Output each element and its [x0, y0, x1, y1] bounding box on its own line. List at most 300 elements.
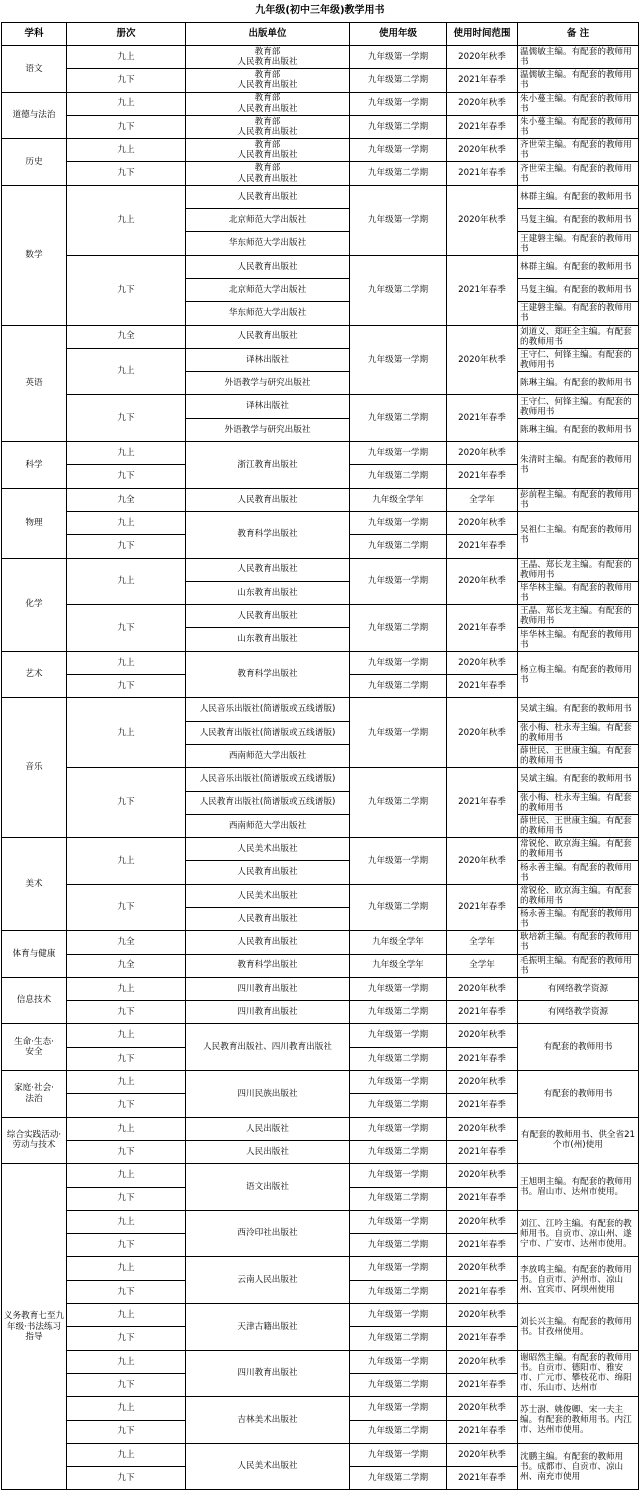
time-range-cell: 2021年春季: [447, 605, 518, 652]
time-range-cell: 2020年秋季: [447, 977, 518, 1000]
notes-cell: 王守仁、何锋主编。有配套的教师用书: [518, 395, 639, 418]
table-row: [2, 1001, 639, 1024]
volume-cell: 九上: [67, 139, 186, 162]
grade-cell: 九年级第一学期: [350, 1350, 447, 1373]
subject-cell: 综合实践活动· 劳动与技术: [2, 1117, 67, 1164]
publisher-cell: 教育部 人民教育出版社: [186, 92, 350, 115]
publisher-cell: 山东教育出版社: [186, 628, 350, 651]
notes-cell: 刘道义、郑旺全主编。有配套的教师用书: [518, 325, 639, 348]
time-range-cell: 2021年春季: [447, 1001, 518, 1024]
header-subject: 学科: [2, 23, 67, 46]
volume-cell: 九下: [67, 1373, 186, 1396]
table-row: [2, 1443, 639, 1466]
table-row: [2, 511, 639, 534]
time-range-cell: 2021年春季: [447, 115, 518, 138]
publisher-cell: 北京师范大学出版社: [186, 209, 350, 232]
grade-cell: 九年级第二学期: [350, 1001, 447, 1024]
notes-cell: 常锐伦、欧京海主编。有配套的教师用书: [518, 838, 639, 861]
notes-cell: 李放鸣主编。有配套的教师用书。自贡市、泸州市、凉山州、宜宾市、阿坝州使用: [518, 1257, 639, 1304]
subject-cell: 艺术: [2, 651, 67, 698]
grade-cell: 九年级第一学期: [350, 1071, 447, 1094]
table-row: [2, 1257, 639, 1280]
table-row: [2, 1071, 639, 1094]
grade-cell: 九年级第一学期: [350, 1443, 447, 1466]
publisher-cell: 人民教育出版社: [186, 605, 350, 628]
time-range-cell: 2021年春季: [447, 1373, 518, 1396]
time-range-cell: 2021年春季: [447, 1234, 518, 1257]
grade-cell: 九年级第一学期: [350, 838, 447, 885]
volume-cell: 九下: [67, 884, 186, 931]
volume-cell: 九下: [67, 1280, 186, 1303]
volume-cell: 九上: [67, 1117, 186, 1140]
time-range-cell: 2021年春季: [447, 1420, 518, 1443]
publisher-cell: 教育部 人民教育出版社: [186, 139, 350, 162]
time-range-cell: 2020年秋季: [447, 1257, 518, 1280]
time-range-cell: 2020年秋季: [447, 1117, 518, 1140]
time-range-cell: 全学年: [447, 488, 518, 511]
notes-cell: 王旭明主编。有配套的教师用书。眉山市、达州市使用。: [518, 1164, 639, 1211]
volume-cell: 九下: [67, 465, 186, 488]
volume-cell: 九上: [67, 1071, 186, 1094]
time-range-cell: 2020年秋季: [447, 442, 518, 465]
notes-cell: 毛振明主编。有配套的教师用书: [518, 954, 639, 977]
time-range-cell: 2021年春季: [447, 162, 518, 185]
volume-cell: 九下: [67, 1140, 186, 1163]
table-row: [2, 1117, 639, 1140]
publisher-cell: 语文出版社: [186, 1164, 350, 1211]
volume-cell: 九下: [67, 1420, 186, 1443]
time-range-cell: 2020年秋季: [447, 139, 518, 162]
header-volume: 册次: [67, 23, 186, 46]
time-range-cell: 2021年春季: [447, 768, 518, 838]
publisher-cell: 译林出版社: [186, 395, 350, 418]
table-row: [2, 605, 639, 628]
table-row: [2, 395, 639, 418]
grade-cell: 九年级第二学期: [350, 675, 447, 698]
table-row: [2, 488, 639, 511]
subject-cell: 美术: [2, 838, 67, 931]
grade-cell: 九年级第二学期: [350, 115, 447, 138]
notes-cell: 林群主编。有配套的教师用书: [518, 185, 639, 208]
notes-cell: 王守仁、何锋主编。有配套的教师用书: [518, 348, 639, 371]
table-body: [2, 46, 639, 1490]
grade-cell: 九年级第二学期: [350, 1280, 447, 1303]
time-range-cell: 2021年春季: [447, 1280, 518, 1303]
volume-cell: 九上: [67, 1443, 186, 1466]
volume-cell: 九上: [67, 1164, 186, 1187]
publisher-cell: 教育部 人民教育出版社: [186, 46, 350, 69]
publisher-cell: 天津古籍出版社: [186, 1304, 350, 1351]
table-row: [2, 442, 639, 465]
notes-cell: 齐世荣主编。有配套的教师用书: [518, 162, 639, 185]
notes-cell: 朱小蔓主编。有配套的教师用书: [518, 92, 639, 115]
grade-cell: 九年级第二学期: [350, 1047, 447, 1070]
time-range-cell: 2020年秋季: [447, 558, 518, 605]
publisher-cell: 华东师范大学出版社: [186, 302, 350, 325]
notes-cell: 张小梅、杜永寿主编。有配套的教师用书: [518, 791, 639, 814]
publisher-cell: 北京师范大学出版社: [186, 278, 350, 301]
publisher-cell: 教育科学出版社: [186, 954, 350, 977]
publisher-cell: 人民音乐出版社(简谱版或五线谱版): [186, 698, 350, 721]
subject-cell: 历史: [2, 139, 67, 186]
subject-cell: 数学: [2, 185, 67, 325]
publisher-cell: 四川教育出版社: [186, 1350, 350, 1397]
time-range-cell: 2020年秋季: [447, 325, 518, 395]
volume-cell: 九下: [67, 162, 186, 185]
table-row: [2, 69, 639, 92]
notes-cell: 吴斌主编。有配套的教师用书: [518, 768, 639, 791]
publisher-cell: 四川教育出版社: [186, 977, 350, 1000]
grade-cell: 九年级第一学期: [350, 1024, 447, 1047]
time-range-cell: 全学年: [447, 931, 518, 954]
publisher-cell: 人民教育出版社: [186, 931, 350, 954]
publisher-cell: 西南师范大学出版社: [186, 814, 350, 837]
volume-cell: 九上: [67, 185, 186, 255]
grade-cell: 九年级第二学期: [350, 1420, 447, 1443]
volume-cell: 九上: [67, 977, 186, 1000]
table-row: [2, 884, 639, 907]
volume-cell: 九全: [67, 954, 186, 977]
volume-cell: 九下: [67, 115, 186, 138]
publisher-cell: 人民美术出版社: [186, 838, 350, 861]
grade-cell: 九年级第一学期: [350, 651, 447, 674]
volume-cell: 九下: [67, 395, 186, 442]
subject-cell: 化学: [2, 558, 67, 651]
notes-cell: 马复主编。有配套的教师用书: [518, 278, 639, 301]
table-row: [2, 1350, 639, 1373]
publisher-cell: 译林出版社: [186, 348, 350, 371]
page-title: 九年级(初中三年级)教学用书: [255, 5, 385, 16]
publisher-cell: 西南师范大学出版社: [186, 744, 350, 767]
grade-cell: 九年级第一学期: [350, 325, 447, 395]
grade-cell: 九年级第一学期: [350, 139, 447, 162]
grade-cell: 九年级第二学期: [350, 1327, 447, 1350]
table-row: [2, 1164, 639, 1187]
volume-cell: 九下: [67, 605, 186, 652]
table-row: [2, 931, 639, 954]
notes-cell: 彭前程主编。有配套的教师用书: [518, 488, 639, 511]
volume-cell: 九全: [67, 931, 186, 954]
header-grade: 使用年级: [350, 23, 447, 46]
grade-cell: 九年级第一学期: [350, 185, 447, 255]
notes-cell: 王建磐主编。有配套的教师用书: [518, 232, 639, 255]
time-range-cell: 2020年秋季: [447, 1164, 518, 1187]
grade-cell: 九年级第一学期: [350, 1397, 447, 1420]
volume-cell: 九上: [67, 698, 186, 768]
time-range-cell: 2021年春季: [447, 465, 518, 488]
volume-cell: 九上: [67, 1024, 186, 1047]
notes-cell: 张小梅、杜永寿主编。有配套的教师用书: [518, 721, 639, 744]
volume-cell: 九下: [67, 1234, 186, 1257]
volume-cell: 九下: [67, 768, 186, 838]
table-row: [2, 255, 639, 278]
time-range-cell: 2020年秋季: [447, 651, 518, 674]
time-range-cell: 2021年春季: [447, 255, 518, 325]
volume-cell: 九上: [67, 651, 186, 674]
publisher-cell: 教育部 人民教育出版社: [186, 162, 350, 185]
publisher-cell: 人民美术出版社: [186, 884, 350, 907]
subject-cell: 英语: [2, 325, 67, 441]
time-range-cell: 2021年春季: [447, 1094, 518, 1117]
publisher-cell: 人民音乐出版社(简谱版或五线谱版): [186, 768, 350, 791]
notes-cell: 吴祖仁主编。有配套的教师用书: [518, 511, 639, 558]
volume-cell: 九上: [67, 1257, 186, 1280]
time-range-cell: 2020年秋季: [447, 1071, 518, 1094]
subject-cell: 生命·生态· 安全: [2, 1024, 67, 1071]
grade-cell: 九年级第二学期: [350, 768, 447, 838]
subject-cell: 信息技术: [2, 977, 67, 1024]
time-range-cell: 2020年秋季: [447, 92, 518, 115]
grade-cell: 九年级第二学期: [350, 605, 447, 652]
volume-cell: 九下: [67, 1467, 186, 1490]
publisher-cell: 外语教学与研究出版社: [186, 372, 350, 395]
grade-cell: 九年级第一学期: [350, 1257, 447, 1280]
publisher-cell: 人民教育出版社(简谱版或五线谱版): [186, 791, 350, 814]
notes-cell: 朱小蔓主编。有配套的教师用书: [518, 115, 639, 138]
publisher-cell: 人民教育出版社: [186, 558, 350, 581]
table-row: [2, 162, 639, 185]
publisher-cell: 教育部 人民教育出版社: [186, 115, 350, 138]
volume-cell: 九下: [67, 1001, 186, 1024]
notes-cell: 有配套的教师用书、供全省21个市(州)使用: [518, 1117, 639, 1164]
notes-cell: 耿培新主编。有配套的教师用书: [518, 931, 639, 954]
table-row: [2, 768, 639, 791]
volume-cell: 九下: [67, 535, 186, 558]
notes-cell: 苏士澍、姚俊卿、宋一夫主编。有配套的教师用书。内江市、达州市使用。: [518, 1397, 639, 1444]
grade-cell: 九年级第一学期: [350, 698, 447, 768]
subject-cell: 义务教育七至九年级·书法练习指导: [2, 1164, 67, 1490]
publisher-cell: 人民美术出版社: [186, 1443, 350, 1490]
time-range-cell: 2020年秋季: [447, 185, 518, 255]
publisher-cell: 人民教育出版社: [186, 255, 350, 278]
time-range-cell: 2020年秋季: [447, 1304, 518, 1327]
volume-cell: 九下: [67, 1327, 186, 1350]
notes-cell: 毕华林主编。有配套的教师用书: [518, 628, 639, 651]
notes-cell: 刘江、江吟主编。有配套的教师用书。自贡市、凉山州、遂宁市、广安市、达州市使用。: [518, 1210, 639, 1257]
table-row: [2, 698, 639, 721]
publisher-cell: 人民教育出版社: [186, 861, 350, 884]
grade-cell: 九年级第二学期: [350, 1467, 447, 1490]
time-range-cell: 2020年秋季: [447, 838, 518, 885]
time-range-cell: 2021年春季: [447, 69, 518, 92]
volume-cell: 九下: [67, 1094, 186, 1117]
grade-cell: 九年级第二学期: [350, 1140, 447, 1163]
publisher-cell: 人民教育出版社: [186, 185, 350, 208]
table-row: [2, 838, 639, 861]
notes-cell: 吴斌主编。有配套的教师用书: [518, 698, 639, 721]
time-range-cell: 2021年春季: [447, 1327, 518, 1350]
volume-cell: 九下: [67, 675, 186, 698]
table-row: [2, 1024, 639, 1047]
time-range-cell: 全学年: [447, 954, 518, 977]
volume-cell: 九上: [67, 511, 186, 534]
volume-cell: 九全: [67, 488, 186, 511]
table-row: [2, 115, 639, 138]
volume-cell: 九上: [67, 1304, 186, 1327]
notes-cell: 有配套的教师用书: [518, 1071, 639, 1118]
notes-cell: 谢昭然主编。有配套的教师用书。自贡市、德阳市、雅安市、广元市、攀枝花市、绵阳市、乐山市、达州市: [518, 1350, 639, 1397]
notes-cell: 林群主编。有配套的教师用书: [518, 255, 639, 278]
grade-cell: 九年级第一学期: [350, 442, 447, 465]
notes-cell: 薛世民、王世康主编。有配套的教师用书: [518, 744, 639, 767]
table-row: [2, 977, 639, 1000]
header-row: [2, 23, 639, 46]
volume-cell: 九上: [67, 838, 186, 885]
notes-cell: 薛世民、王世康主编。有配套的教师用书: [518, 814, 639, 837]
time-range-cell: 2020年秋季: [447, 1350, 518, 1373]
subject-cell: 道德与法治: [2, 92, 67, 139]
grade-cell: 九年级第二学期: [350, 884, 447, 931]
volume-cell: 九上: [67, 1350, 186, 1373]
notes-cell: 陈琳主编。有配套的教师用书: [518, 372, 639, 395]
time-range-cell: 2021年春季: [447, 1047, 518, 1070]
grade-cell: 九年级全学年: [350, 954, 447, 977]
grade-cell: 九年级第二学期: [350, 465, 447, 488]
grade-cell: 九年级第二学期: [350, 1234, 447, 1257]
time-range-cell: 2021年春季: [447, 675, 518, 698]
notes-cell: 有配套的教师用书: [518, 1024, 639, 1071]
table-row: [2, 1210, 639, 1233]
notes-cell: 沈鹏主编。有配套的教师用书。成都市、自贡市、凉山州、南充市使用: [518, 1443, 639, 1490]
publisher-cell: 人民教育出版社: [186, 488, 350, 511]
time-range-cell: 2021年春季: [447, 535, 518, 558]
publisher-cell: 人民教育出版社: [186, 907, 350, 930]
time-range-cell: 2021年春季: [447, 884, 518, 931]
publisher-cell: 教育科学出版社: [186, 651, 350, 698]
publisher-cell: 山东教育出版社: [186, 581, 350, 604]
table-row: [2, 1304, 639, 1327]
notes-cell: 马复主编。有配套的教师用书: [518, 209, 639, 232]
time-range-cell: 2021年春季: [447, 1187, 518, 1210]
notes-cell: 杨立梅主编。有配套的教师用书: [518, 651, 639, 698]
grade-cell: 九年级第二学期: [350, 69, 447, 92]
volume-cell: 九上: [67, 1397, 186, 1420]
publisher-cell: 人民教育出版社、四川教育出版社: [186, 1024, 350, 1071]
grade-cell: 九年级第一学期: [350, 511, 447, 534]
volume-cell: 九上: [67, 1210, 186, 1233]
notes-cell: 王晶、郑长龙主编。有配套的教师用书: [518, 605, 639, 628]
grade-cell: 九年级第二学期: [350, 395, 447, 442]
notes-cell: 王晶、郑长龙主编。有配套的教师用书: [518, 558, 639, 581]
notes-cell: 刘长兴主编。有配套的教师用书。甘孜州使用。: [518, 1304, 639, 1351]
grade-cell: 九年级第一学期: [350, 1210, 447, 1233]
volume-cell: 九下: [67, 1047, 186, 1070]
time-range-cell: 2020年秋季: [447, 511, 518, 534]
grade-cell: 九年级第二学期: [350, 1187, 447, 1210]
publisher-cell: 云南人民出版社: [186, 1257, 350, 1304]
notes-cell: 常锐伦、欧京海主编。有配套的教师用书: [518, 884, 639, 907]
volume-cell: 九上: [67, 558, 186, 605]
table-row: [2, 1397, 639, 1420]
notes-cell: 王建磐主编。有配套的教师用书: [518, 302, 639, 325]
grade-cell: 九年级第一学期: [350, 558, 447, 605]
volume-cell: 九上: [67, 46, 186, 69]
table-row: [2, 651, 639, 674]
subject-cell: 物理: [2, 488, 67, 558]
publisher-cell: 四川民族出版社: [186, 1071, 350, 1118]
time-range-cell: 2020年秋季: [447, 1210, 518, 1233]
publisher-cell: 四川教育出版社: [186, 1001, 350, 1024]
publisher-cell: 人民出版社: [186, 1140, 350, 1163]
notes-cell: 齐世荣主编。有配套的教师用书: [518, 139, 639, 162]
header-time-range: 使用时间范围: [447, 23, 518, 46]
grade-cell: 九年级第二学期: [350, 1094, 447, 1117]
notes-cell: 有网络教学资源: [518, 1001, 639, 1024]
subject-cell: 家庭·社会· 法治: [2, 1071, 67, 1118]
grade-cell: 九年级第二学期: [350, 535, 447, 558]
time-range-cell: 2021年春季: [447, 1140, 518, 1163]
subject-cell: 科学: [2, 442, 67, 489]
table-row: [2, 558, 639, 581]
notes-cell: 温儒敏主编。有配套的教师用书: [518, 69, 639, 92]
table-row: [2, 954, 639, 977]
grade-cell: 九年级第二学期: [350, 255, 447, 325]
volume-cell: 九下: [67, 69, 186, 92]
volume-cell: 九上: [67, 348, 186, 395]
grade-cell: 九年级全学年: [350, 488, 447, 511]
grade-cell: 九年级第一学期: [350, 1117, 447, 1140]
publisher-cell: 吉林美术出版社: [186, 1397, 350, 1444]
volume-cell: 九全: [67, 325, 186, 348]
grade-cell: 九年级第二学期: [350, 162, 447, 185]
volume-cell: 九上: [67, 92, 186, 115]
notes-cell: 朱清时主编。有配套的教师用书: [518, 442, 639, 489]
grade-cell: 九年级全学年: [350, 931, 447, 954]
publisher-cell: 外语教学与研究出版社: [186, 418, 350, 441]
grade-cell: 九年级第一学期: [350, 46, 447, 69]
subject-cell: 语文: [2, 46, 67, 93]
header-publisher: 出版单位: [186, 23, 350, 46]
grade-cell: 九年级第一学期: [350, 977, 447, 1000]
table-row: [2, 325, 639, 348]
table-row: [2, 348, 639, 371]
textbook-table: [1, 22, 639, 1490]
grade-cell: 九年级第一学期: [350, 92, 447, 115]
table-row: [2, 46, 639, 69]
volume-cell: 九上: [67, 442, 186, 465]
grade-cell: 九年级第一学期: [350, 1304, 447, 1327]
time-range-cell: 2020年秋季: [447, 1024, 518, 1047]
notes-cell: 陈琳主编。有配套的教师用书: [518, 418, 639, 441]
volume-cell: 九下: [67, 1187, 186, 1210]
notes-cell: 杨永善主编。有配套的教师用书: [518, 907, 639, 930]
time-range-cell: 2020年秋季: [447, 698, 518, 768]
table-row: [2, 139, 639, 162]
notes-cell: 毕华林主编。有配套的教师用书: [518, 581, 639, 604]
subject-cell: 音乐: [2, 698, 67, 838]
grade-cell: 九年级第一学期: [350, 1164, 447, 1187]
grade-cell: 九年级第二学期: [350, 1373, 447, 1396]
table-row: [2, 92, 639, 115]
publisher-cell: 西泠印社出版社: [186, 1210, 350, 1257]
publisher-cell: 人民教育出版社(简谱版或五线谱版): [186, 721, 350, 744]
table-row: [2, 185, 639, 208]
publisher-cell: 人民出版社: [186, 1117, 350, 1140]
publisher-cell: 教育科学出版社: [186, 511, 350, 558]
volume-cell: 九下: [67, 255, 186, 325]
subject-cell: 体育与健康: [2, 931, 67, 978]
time-range-cell: 2020年秋季: [447, 1397, 518, 1420]
publisher-cell: 人民教育出版社: [186, 325, 350, 348]
publisher-cell: 教育部 人民教育出版社: [186, 69, 350, 92]
time-range-cell: 2021年春季: [447, 1467, 518, 1490]
time-range-cell: 2021年春季: [447, 395, 518, 442]
header-notes: 备 注: [518, 23, 639, 46]
publisher-cell: 华东师范大学出版社: [186, 232, 350, 255]
notes-cell: 杨永善主编。有配套的教师用书: [518, 861, 639, 884]
publisher-cell: 浙江教育出版社: [186, 442, 350, 489]
notes-cell: 有网络教学资源: [518, 977, 639, 1000]
